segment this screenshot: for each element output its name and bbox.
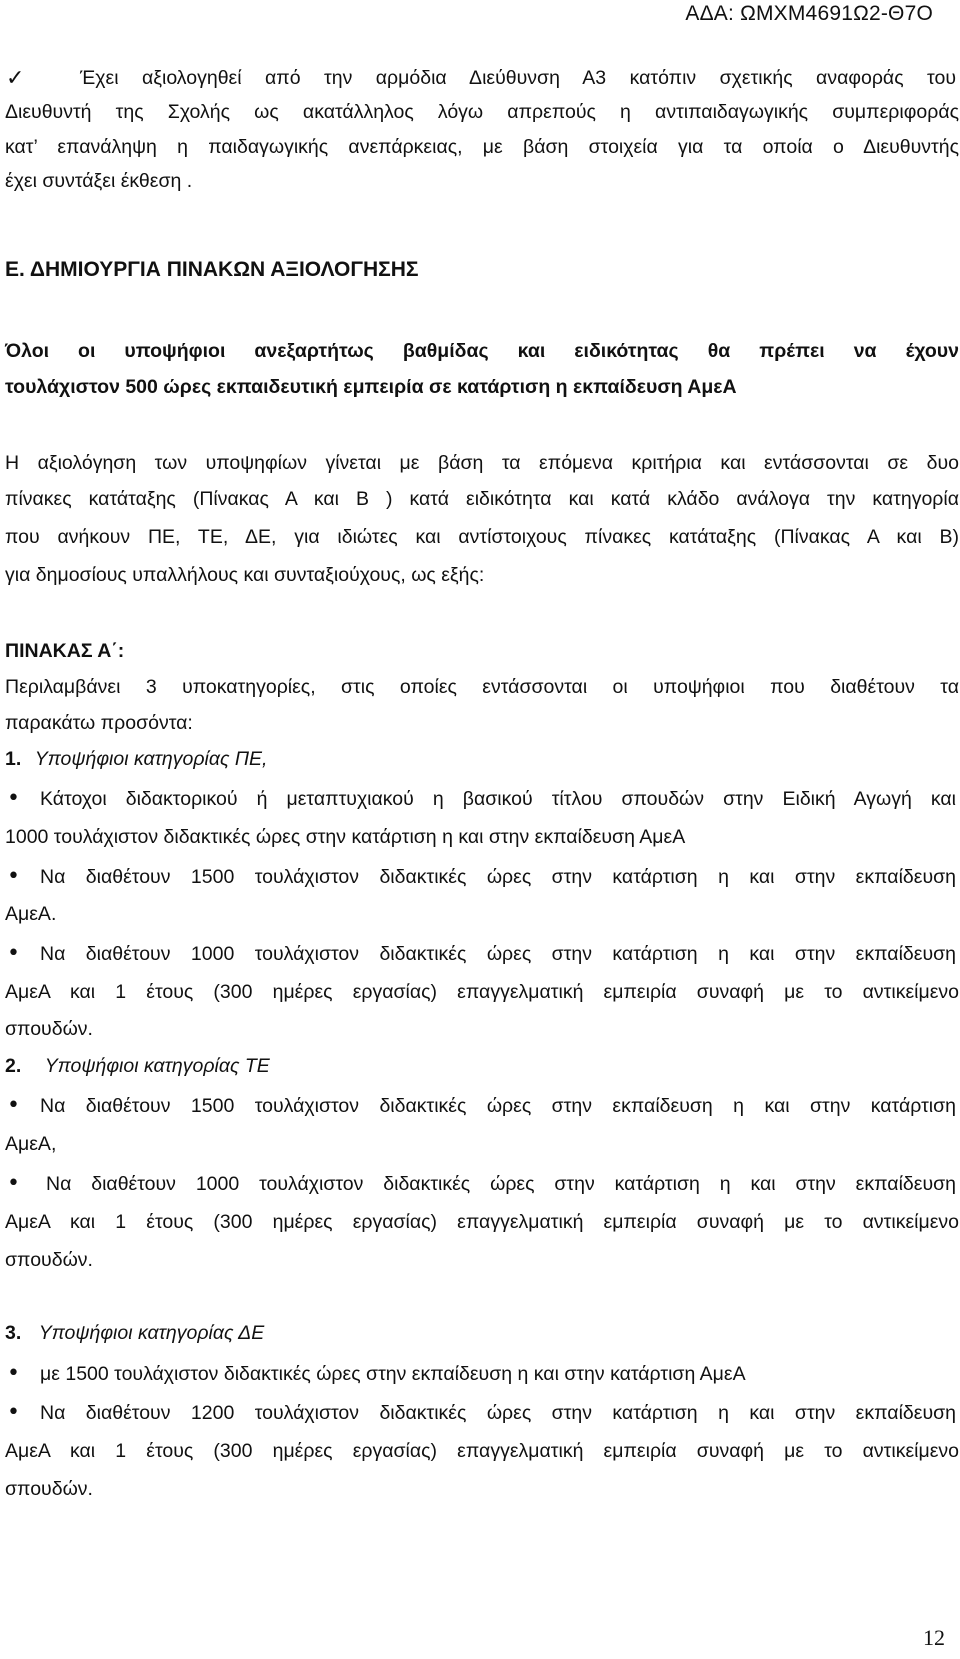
bullet-line: Κάτοχοι διδακτορικού ή μεταπτυχιακού η βασικού τίτλου σπουδών στην Ειδική Αγωγή και [40, 788, 956, 810]
bullet-line: με 1500 τουλάχιστον διδακτικές ώρες στην εκπαίδευση η και στην κατάρτιση ΑμεΑ [40, 1363, 746, 1385]
bullet-line: σπουδών. [5, 1018, 93, 1040]
bullet-line: ΑμεΑ και 1 έτους (300 ημέρες εργασίας) επαγγελματική εμπειρία συναφή με το αντικείμενο [5, 981, 959, 1003]
intro-line: τουλάχιστον 500 ώρες εκπαιδευτική εμπειρία σε κατάρτιση η εκπαίδευση ΑμεΑ [5, 376, 737, 398]
bullet-line: ΑμεΑ, [5, 1133, 57, 1155]
bullet-line: Να διαθέτουν 1200 τουλάχιστον διδακτικές ώρες στην κατάρτιση η και στην εκπαίδευση [40, 1402, 956, 1424]
bullet-line: σπουδών. [5, 1249, 93, 1271]
paragraph-line: πίνακες κατάταξης (Πίνακας Α και Β ) κατά ειδικότητα και κατά κλάδο ανάλογα την κατηγορία [5, 488, 959, 510]
paragraph-line: για δημοσίους υπαλλήλους και συνταξιούχους, ως εξής: [5, 564, 485, 586]
bullet-line: ΑμεΑ και 1 έτους (300 ημέρες εργασίας) επαγγελματική εμπειρία συναφή με το αντικείμενο [5, 1211, 959, 1233]
check-item-line: κατ’ επανάληψη η παιδαγωγικής ανεπάρκειας, με βάση στοιχεία για τα οποία ο Διευθυντής [5, 136, 959, 158]
bullet-icon: • [7, 786, 20, 811]
bullet-icon: • [7, 941, 20, 966]
bullet-line: Να διαθέτουν 1500 τουλάχιστον διδακτικές ώρες στην κατάρτιση η και στην εκπαίδευση [40, 866, 956, 888]
bullet-line: 1000 τουλάχιστον διδακτικές ώρες στην κατάρτιση η και στην εκπαίδευση ΑμεΑ [5, 826, 686, 848]
ada-code: ΑΔΑ: ΩΜΧΜ4691Ω2-Θ7Ο [685, 2, 933, 25]
category-number: 2. [5, 1055, 22, 1077]
category-number: 1. [5, 748, 22, 770]
paragraph-line: Η αξιολόγηση των υποψηφίων γίνεται με βάση τα επόμενα κριτήρια και εντάσσονται σε δυο [5, 452, 959, 474]
paragraph-line: που ανήκουν ΠΕ, ΤΕ, ΔΕ, για ιδιώτες και αντίστοιχους πίνακες κατάταξης (Πίνακας Α και Β) [5, 526, 959, 548]
bullet-line: Να διαθέτουν 1000 τουλάχιστον διδακτικές ώρες στην κατάρτιση η και στην εκπαίδευση [40, 943, 956, 965]
bullet-line: ΑμεΑ. [5, 903, 57, 925]
table-a-desc: Περιλαμβάνει 3 υποκατηγορίες, στις οποίες εντάσσονται οι υποψήφιοι που διαθέτουν τα [5, 676, 959, 698]
bullet-icon: • [7, 1400, 20, 1425]
bullet-line: σπουδών. [5, 1478, 93, 1500]
category-label: Υποψήφιοι κατηγορίας ΤΕ [44, 1055, 270, 1077]
bullet-line: Να διαθέτουν 1000 τουλάχιστον διδακτικές ώρες στην κατάρτιση η και στην εκπαίδευση [46, 1173, 956, 1195]
intro-line: Όλοι οι υποψήφιοι ανεξαρτήτως βαθμίδας και ειδικότητας θα πρέπει να έχουν [5, 340, 959, 362]
category-1-heading [5, 742, 959, 776]
checkmark-icon: ✓ [6, 66, 25, 91]
category-number: 3. [5, 1322, 22, 1344]
page-number: 12 [923, 1625, 945, 1650]
check-item-line: έχει συντάξει έκθεση . [5, 170, 193, 192]
category-2-heading [5, 1049, 959, 1083]
section-heading: Ε. ΔΗΜΙΟΥΡΓΙΑ ΠΙΝΑΚΩΝ ΑΞΙΟΛΟΓΗΣΗΣ [5, 258, 419, 281]
table-a-title: ΠΙΝΑΚΑΣ Α΄: [5, 640, 125, 662]
bullet-icon: • [7, 1361, 20, 1386]
check-item-line: Διευθυντή της Σχολής ως ακατάλληλος λόγω απρεπούς η αντιπαιδαγωγικής συμπεριφοράς [5, 101, 959, 123]
category-label: Υποψήφιοι κατηγορίας ΔΕ [38, 1322, 265, 1344]
bullet-line: ΑμεΑ και 1 έτους (300 ημέρες εργασίας) επαγγελματική εμπειρία συναφή με το αντικείμενο [5, 1440, 959, 1462]
category-3-heading [5, 1316, 959, 1350]
check-item-line: Έχει αξιολογηθεί από την αρμόδια Διεύθυνση Α3 κατόπιν σχετικής αναφοράς του [80, 67, 956, 89]
table-a-desc: παρακάτω προσόντα: [5, 712, 193, 734]
bullet-line: Να διαθέτουν 1500 τουλάχιστον διδακτικές ώρες στην εκπαίδευση η και στην κατάρτιση [40, 1095, 956, 1117]
bullet-icon: • [7, 1093, 20, 1118]
bullet-icon: • [7, 1171, 20, 1196]
category-label: Υποψήφιοι κατηγορίας ΠΕ, [34, 748, 268, 770]
bullet-icon: • [7, 864, 20, 889]
